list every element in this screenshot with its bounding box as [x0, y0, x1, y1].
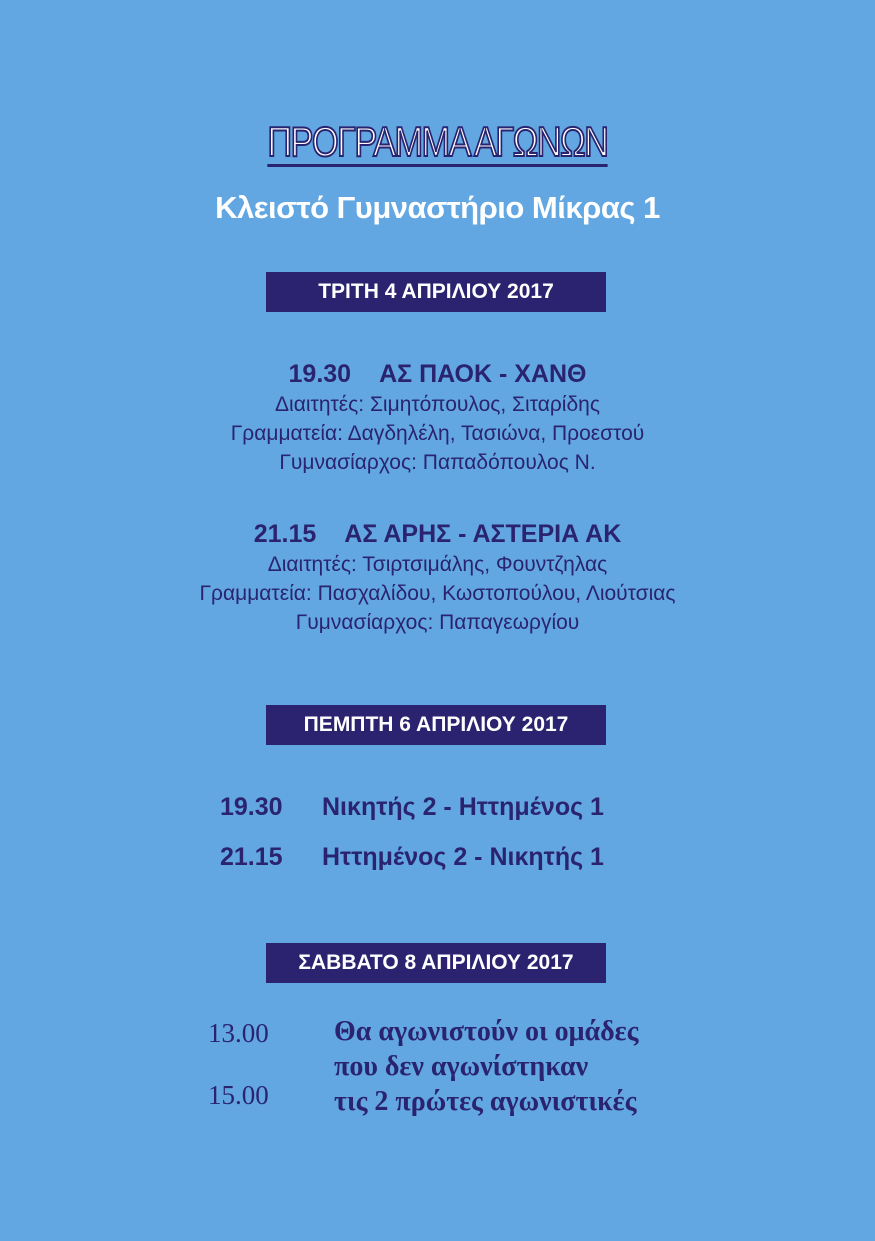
match-teams: Ηττημένος 2 - Νικητής 1	[322, 843, 604, 871]
match-time: 21.15	[220, 843, 283, 871]
referees-line: Διαιτητές: Σιμητόπουλος, Σιταρίδης	[275, 393, 600, 416]
match-time: 15.00	[208, 1080, 269, 1110]
match-block	[0, 518, 875, 637]
gym-master-line: Γυμνασίαρχος: Παπαγεωργίου	[295, 611, 580, 634]
match-teams: ΑΣ ΑΡΗΣ - ΑΣΤΕΡΙΑ ΑΚ	[344, 520, 622, 548]
day-banner-thursday: ΠΕΜΠΤΗ 6 ΑΠΡΙΛΙΟΥ 2017	[266, 705, 606, 745]
match-teams: Νικητής 2 - Ηττημένος 1	[322, 793, 604, 821]
match-time: 19.30	[288, 360, 352, 388]
secretariat-line: Γραμματεία: Δαγδηλέλη, Τασιώνα, Προεστού	[230, 422, 645, 445]
secretariat-line: Γραμματεία: Πασχαλίδου, Κωστοπούλου, Λιούτσιας	[199, 582, 676, 605]
match-time: 13.00	[208, 1018, 269, 1048]
match-header	[0, 518, 875, 550]
gym-master-line: Γυμνασίαρχος: Παπαδόπουλος Ν.	[279, 451, 596, 474]
match-header	[0, 358, 875, 390]
note-line: τις 2 πρώτες αγωνιστικές	[334, 1086, 637, 1117]
match-time: 21.15	[253, 520, 317, 548]
day-banner-tuesday: ΤΡΙΤΗ 4 ΑΠΡΙΛΙΟΥ 2017	[266, 272, 606, 312]
note-line: που δεν αγωνίστηκαν	[334, 1051, 589, 1082]
match-time: 19.30	[220, 793, 283, 821]
referees-line: Διαιτητές: Τσιρτσιμάλης, Φουντζηλας	[267, 553, 608, 576]
match-block	[0, 358, 875, 477]
day-banner-saturday: ΣΑΒΒΑΤΟ 8 ΑΠΡΙΛΙΟΥ 2017	[266, 943, 606, 983]
match-teams: ΑΣ ΠΑΟΚ - ΧΑΝΘ	[379, 360, 587, 388]
note-line: Θα αγωνιστούν οι ομάδες	[334, 1016, 639, 1047]
saturday-note	[334, 1014, 638, 1119]
page-title: ΠΡΟΓΡΑΜΜΑ ΑΓΩΝΩΝ	[267, 118, 608, 165]
venue-heading: Κλειστό Γυμναστήριο Μίκρας 1	[215, 190, 660, 225]
